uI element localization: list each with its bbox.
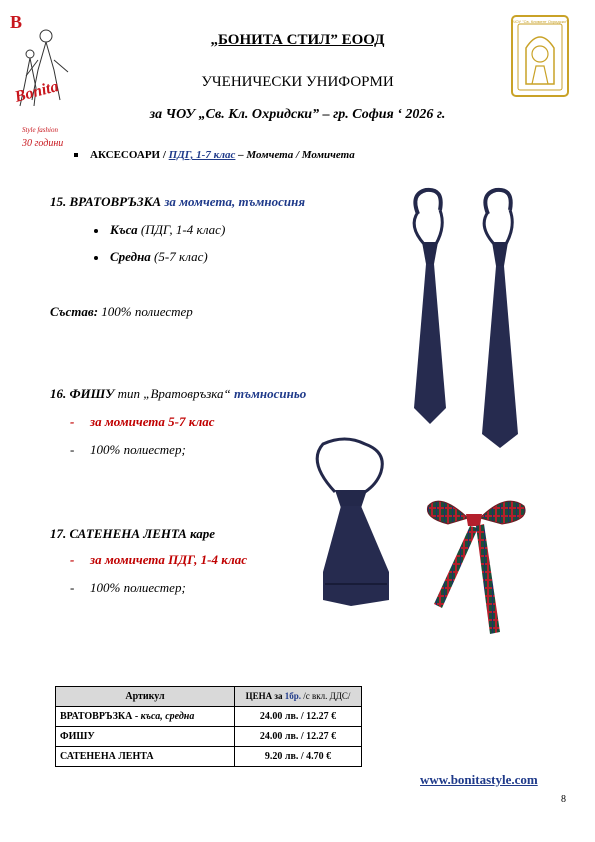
item-name: ВРАТОВРЪЗКА <box>69 194 162 209</box>
logo-years: 30 години <box>22 138 64 149</box>
logo-letter: B <box>10 12 23 32</box>
document-subtitle: УЧЕНИЧЕСКИ УНИФОРМИ <box>201 74 394 90</box>
tie-composition <box>50 304 193 320</box>
tie-short-label: Къса <box>110 222 138 237</box>
fichu-composition-line: - 100% полиестер; <box>70 442 186 457</box>
tie-short-grades: (ПДГ, 1-4 клас) <box>140 222 226 237</box>
table-row: САТЕНЕНА ЛЕНТА 9.20 лв. / 4.70 € <box>56 747 362 767</box>
item-type: тип „Вратовръзка“ <box>117 386 231 401</box>
category-line <box>74 149 355 161</box>
page-number: 8 <box>561 794 566 805</box>
fichu-image <box>305 432 400 622</box>
fichu-for: за момичета 5-7 клас <box>90 414 215 429</box>
ribbon-composition: 100% полиестер; <box>90 580 186 595</box>
table-row: ВРАТОВРЪЗКА - къса, средна 24.00 лв. / 12.27 € <box>56 707 362 727</box>
tie-short-line <box>94 222 225 238</box>
tie-mid-grades: (5-7 клас) <box>154 249 208 264</box>
item-pattern: каре <box>190 526 216 541</box>
table-row: ФИШУ 24.00 лв. / 12.27 € <box>56 727 362 747</box>
header-price: ЦЕНА за 1бр. /с вкл. ДДС/ <box>235 687 362 707</box>
company-title: „БОНИТА СТИЛ” ЕООД <box>210 32 385 48</box>
item-name: САТЕНЕНА ЛЕНТА <box>69 526 187 541</box>
price-table <box>55 686 362 767</box>
composition-value: 100% полиестер <box>101 304 193 319</box>
logo-tagline: Style fashion <box>22 126 58 134</box>
category-label: АКСЕСОАРИ / <box>90 149 166 161</box>
item-fichu-heading <box>50 386 306 402</box>
item-for: за момчета <box>164 194 233 209</box>
ribbon-for: за момичета ПДГ, 1-4 клас <box>90 552 248 567</box>
ribbon-image <box>420 488 535 638</box>
item-name: ФИШУ <box>69 386 115 401</box>
item-color: тъмносиньо <box>234 386 307 401</box>
fichu-composition: 100% полиестер; <box>90 442 186 457</box>
ribbon-composition-line: - 100% полиестер; <box>70 580 186 595</box>
item-number: 15. <box>50 194 67 209</box>
ribbon-for-line: - за момичета ПДГ, 1-4 клас <box>70 552 248 567</box>
composition-label: Състав: <box>50 304 99 319</box>
item-color: , тъмносиня <box>232 194 306 209</box>
item-number: 16. <box>50 386 67 401</box>
school-logo-text: ЧОУ "Св. Климент Охридски" <box>512 19 568 24</box>
tie-mid-label: Средна <box>110 249 151 264</box>
table-header-row <box>56 687 362 707</box>
header-article: Артикул <box>56 687 235 707</box>
tie-mid-line <box>94 249 208 265</box>
school-line: за ЧОУ „Св. Кл. Охридски” – гр. София ‘ 2026 г. <box>149 107 446 122</box>
category-rest: – Момчета / Момичета <box>238 149 355 161</box>
tie-image-middle <box>482 190 518 448</box>
item-tie-heading <box>50 194 305 210</box>
square-bullet-icon <box>74 153 78 157</box>
round-bullet-icon <box>94 256 98 260</box>
category-grades: ПДГ, 1-7 клас <box>168 149 236 161</box>
item-number: 17. <box>50 526 67 541</box>
item-ribbon-heading <box>50 526 215 542</box>
logo-brand: Bonita <box>13 77 61 106</box>
round-bullet-icon <box>94 229 98 233</box>
tie-image-short <box>414 190 446 424</box>
website-link[interactable]: www.bonitastyle.com <box>420 772 538 787</box>
fichu-for-line: - за момичета 5-7 клас <box>70 414 215 429</box>
tie-images <box>400 186 550 452</box>
